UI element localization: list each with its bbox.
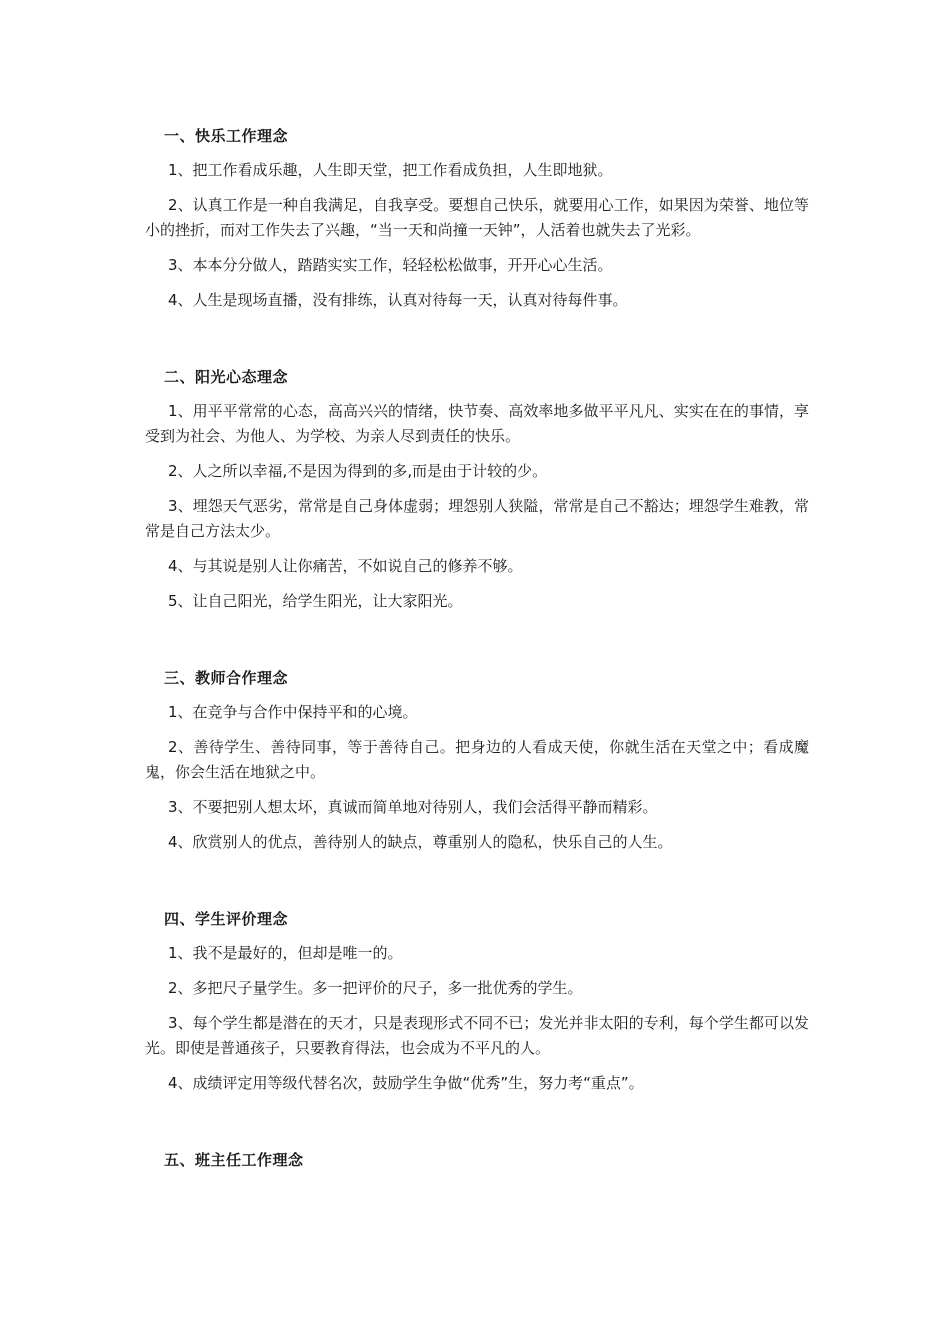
paragraph: 3、本本分分做人，踏踏实实工作，轻轻松松做事，开开心心生活。 xyxy=(168,256,613,274)
paragraph: 1、用平平常常的心态，高高兴兴的情绪，快节奏、高效率地多做平平凡凡、实实在在的事情，享受到为社会、为他人、为学校、为亲人尽到责任的快乐。 xyxy=(145,402,809,445)
paragraph: 2、多把尺子量学生。多一把评价的尺子，多一批优秀的学生。 xyxy=(168,979,583,997)
section-heading: 三、教师合作理念 xyxy=(164,669,289,687)
section-head-teacher-work xyxy=(145,1148,809,1172)
section-heading: 五、班主任工作理念 xyxy=(164,1151,304,1169)
paragraph: 4、与其说是别人让你痛苦，不如说自己的修养不够。 xyxy=(168,557,523,575)
paragraph: 2、人之所以幸福,不是因为得到的多,而是由于计较的少。 xyxy=(168,462,548,480)
section-student-evaluation xyxy=(145,907,809,1096)
section-heading: 二、阳光心态理念 xyxy=(164,368,289,386)
section-heading: 一、快乐工作理念 xyxy=(164,127,289,145)
paragraph: 2、善待学生、善待同事，等于善待自己。把身边的人看成天使，你就生活在天堂之中；看成魔鬼，你会生活在地狱之中。 xyxy=(145,738,809,781)
paragraph: 3、埋怨天气恶劣，常常是自己身体虚弱；埋怨别人狭隘，常常是自己不豁达；埋怨学生难教，常常是自己方法太少。 xyxy=(145,497,809,540)
paragraph: 4、人生是现场直播，没有排练，认真对待每一天，认真对待每件事。 xyxy=(168,291,628,309)
section-sunny-mindset xyxy=(145,365,809,614)
document-body xyxy=(145,124,809,1172)
section-heading: 四、学生评价理念 xyxy=(164,910,289,928)
paragraph: 3、不要把别人想太坏，真诚而简单地对待别人，我们会活得平静而精彩。 xyxy=(168,798,658,816)
paragraph: 2、认真工作是一种自我满足，自我享受。要想自己快乐，就要用心工作，如果因为荣誉、地位等小的挫折，而对工作失去了兴趣，“当一天和尚撞一天钟”，人活着也就失去了光彩。 xyxy=(145,196,809,239)
paragraph: 5、让自己阳光，给学生阳光，让大家阳光。 xyxy=(168,592,463,610)
section-teacher-cooperation xyxy=(145,666,809,855)
paragraph: 1、把工作看成乐趣，人生即天堂，把工作看成负担，人生即地狱。 xyxy=(168,161,613,179)
paragraph: 3、每个学生都是潜在的天才，只是表现形式不同不已；发光并非太阳的专利，每个学生都可以发光。即使是普通孩子，只要教育得法，也会成为不平凡的人。 xyxy=(145,1014,809,1057)
paragraph: 4、欣赏别人的优点，善待别人的缺点，尊重别人的隐私，快乐自己的人生。 xyxy=(168,833,673,851)
paragraph: 1、在竞争与合作中保持平和的心境。 xyxy=(168,703,418,721)
paragraph: 1、我不是最好的，但却是唯一的。 xyxy=(168,944,403,962)
paragraph: 4、成绩评定用等级代替名次，鼓励学生争做“优秀”生，努力考“重点”。 xyxy=(168,1074,644,1092)
section-happy-work xyxy=(145,124,809,313)
